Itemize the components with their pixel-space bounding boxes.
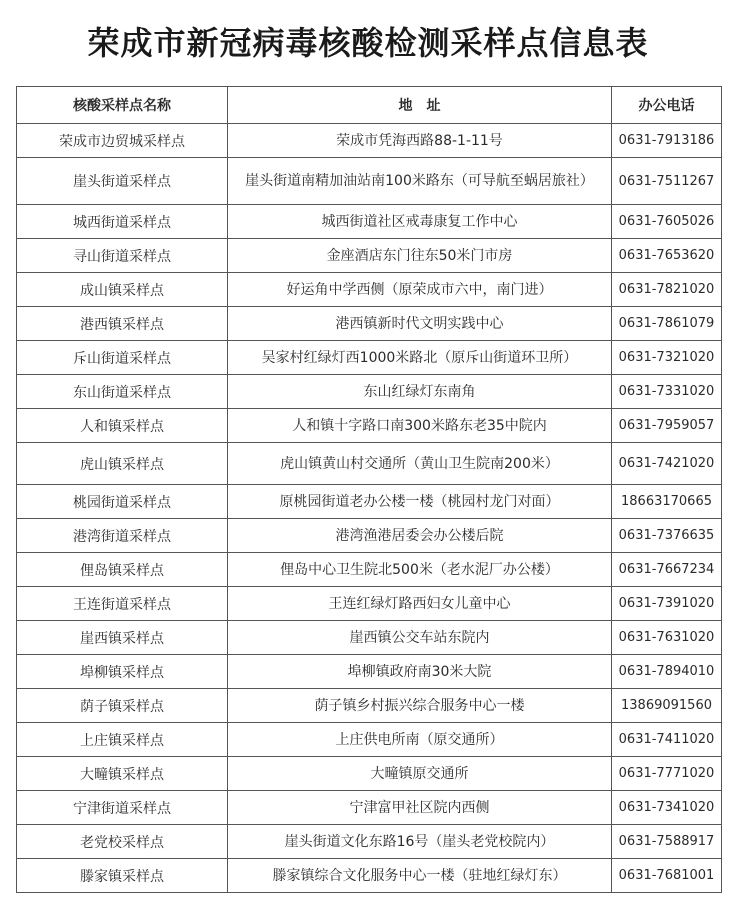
sampling-sites-table [16, 86, 722, 893]
address-cell: 俚岛中心卫生院北500米（老水泥厂办公楼） [228, 553, 612, 587]
table-row [17, 239, 722, 273]
site-name-cell: 港湾街道采样点 [17, 519, 228, 553]
phone-cell: 18663170665 [612, 485, 722, 519]
phone-cell: 0631-7511267 [612, 158, 722, 205]
table-row [17, 443, 722, 485]
address-cell: 东山红绿灯东南角 [228, 375, 612, 409]
site-name-cell: 上庄镇采样点 [17, 723, 228, 757]
table-row [17, 757, 722, 791]
phone-cell: 0631-7667234 [612, 553, 722, 587]
site-name-cell: 俚岛镇采样点 [17, 553, 228, 587]
site-name-cell: 荫子镇采样点 [17, 689, 228, 723]
header-address: 地 址 [228, 87, 612, 124]
table-row [17, 587, 722, 621]
address-cell: 港湾渔港居委会办公楼后院 [228, 519, 612, 553]
phone-cell: 0631-7341020 [612, 791, 722, 825]
header-name: 核酸采样点名称 [17, 87, 228, 124]
table-row [17, 655, 722, 689]
phone-cell: 0631-7588917 [612, 825, 722, 859]
site-name-cell: 崖西镇采样点 [17, 621, 228, 655]
phone-cell: 0631-7913186 [612, 124, 722, 158]
table-row [17, 519, 722, 553]
site-name-cell: 荣成市边贸城采样点 [17, 124, 228, 158]
address-cell: 滕家镇综合文化服务中心一楼（驻地红绿灯东） [228, 859, 612, 893]
site-name-cell: 王连街道采样点 [17, 587, 228, 621]
site-name-cell: 埠柳镇采样点 [17, 655, 228, 689]
site-name-cell: 斥山街道采样点 [17, 341, 228, 375]
page-title: 荣成市新冠病毒核酸检测采样点信息表 [87, 24, 649, 62]
site-name-cell: 人和镇采样点 [17, 409, 228, 443]
address-cell: 金座酒店东门往东50米门市房 [228, 239, 612, 273]
site-name-cell: 宁津街道采样点 [17, 791, 228, 825]
table-row [17, 158, 722, 205]
address-cell: 人和镇十字路口南300米路东老35中院内 [228, 409, 612, 443]
site-name-cell: 寻山街道采样点 [17, 239, 228, 273]
phone-cell: 0631-7421020 [612, 443, 722, 485]
table-row [17, 791, 722, 825]
site-name-cell: 城西街道采样点 [17, 205, 228, 239]
phone-cell: 13869091560 [612, 689, 722, 723]
site-name-cell: 港西镇采样点 [17, 307, 228, 341]
phone-cell: 0631-7411020 [612, 723, 722, 757]
table-body [17, 124, 722, 893]
table-row [17, 825, 722, 859]
table-row [17, 124, 722, 158]
address-cell: 王连红绿灯路西妇女儿童中心 [228, 587, 612, 621]
phone-cell: 0631-7653620 [612, 239, 722, 273]
table-row [17, 485, 722, 519]
site-name-cell: 老党校采样点 [17, 825, 228, 859]
table-row [17, 723, 722, 757]
address-cell: 虎山镇黄山村交通所（黄山卫生院南200米） [228, 443, 612, 485]
phone-cell: 0631-7821020 [612, 273, 722, 307]
phone-cell: 0631-7681001 [612, 859, 722, 893]
address-cell: 崖西镇公交车站东院内 [228, 621, 612, 655]
address-cell: 埠柳镇政府南30米大院 [228, 655, 612, 689]
phone-cell: 0631-7321020 [612, 341, 722, 375]
table-row [17, 375, 722, 409]
table-row [17, 341, 722, 375]
table-header-row [17, 87, 722, 124]
table-row [17, 859, 722, 893]
site-name-cell: 成山镇采样点 [17, 273, 228, 307]
address-cell: 崖头街道文化东路16号（崖头老党校院内） [228, 825, 612, 859]
table-row [17, 621, 722, 655]
phone-cell: 0631-7959057 [612, 409, 722, 443]
header-phone: 办公电话 [612, 87, 722, 124]
address-cell: 荣成市凭海西路88-1-11号 [228, 124, 612, 158]
phone-cell: 0631-7894010 [612, 655, 722, 689]
phone-cell: 0631-7771020 [612, 757, 722, 791]
address-cell: 宁津富甲社区院内西侧 [228, 791, 612, 825]
table-row [17, 409, 722, 443]
phone-cell: 0631-7391020 [612, 587, 722, 621]
table-row [17, 273, 722, 307]
site-name-cell: 滕家镇采样点 [17, 859, 228, 893]
address-cell: 吴家村红绿灯西1000米路北（原斥山街道环卫所） [228, 341, 612, 375]
address-cell: 大疃镇原交通所 [228, 757, 612, 791]
address-cell: 上庄供电所南（原交通所） [228, 723, 612, 757]
site-name-cell: 桃园街道采样点 [17, 485, 228, 519]
phone-cell: 0631-7631020 [612, 621, 722, 655]
site-name-cell: 虎山镇采样点 [17, 443, 228, 485]
address-cell: 崖头街道南精加油站南100米路东（可导航至蜗居旅社） [228, 158, 612, 205]
table-row [17, 689, 722, 723]
table-row [17, 205, 722, 239]
site-name-cell: 大疃镇采样点 [17, 757, 228, 791]
table-row [17, 553, 722, 587]
address-cell: 城西街道社区戒毒康复工作中心 [228, 205, 612, 239]
phone-cell: 0631-7376635 [612, 519, 722, 553]
site-name-cell: 东山街道采样点 [17, 375, 228, 409]
address-cell: 好运角中学西侧（原荣成市六中，南门进） [228, 273, 612, 307]
table-row [17, 307, 722, 341]
address-cell: 港西镇新时代文明实践中心 [228, 307, 612, 341]
address-cell: 原桃园街道老办公楼一楼（桃园村龙门对面） [228, 485, 612, 519]
phone-cell: 0631-7605026 [612, 205, 722, 239]
phone-cell: 0631-7331020 [612, 375, 722, 409]
site-name-cell: 崖头街道采样点 [17, 158, 228, 205]
phone-cell: 0631-7861079 [612, 307, 722, 341]
address-cell: 荫子镇乡村振兴综合服务中心一楼 [228, 689, 612, 723]
